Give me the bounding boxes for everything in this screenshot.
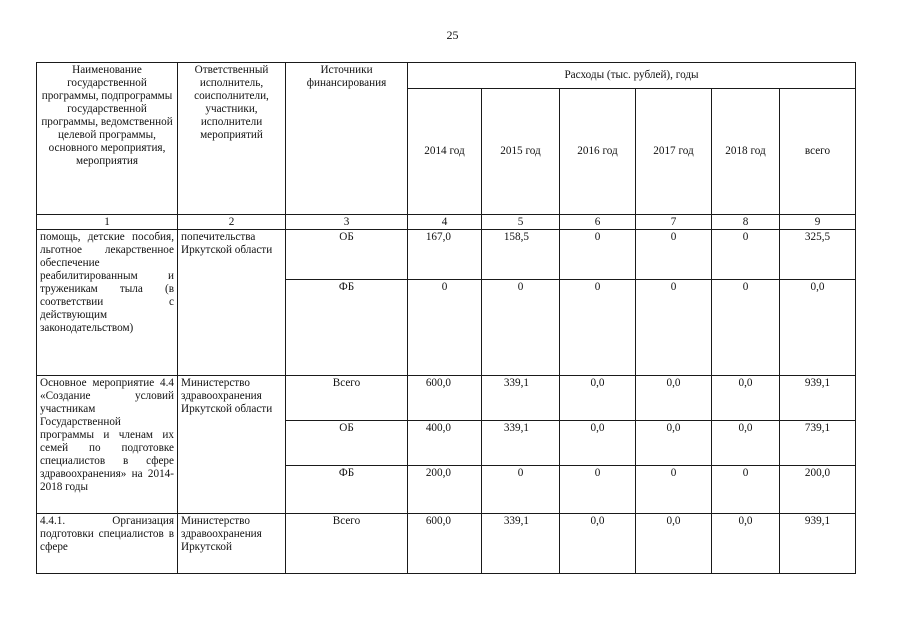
value-cell: 0,0 bbox=[712, 376, 780, 421]
source-cell: ФБ bbox=[286, 280, 408, 376]
value-cell: 0,0 bbox=[560, 421, 636, 466]
value-cell: 0 bbox=[560, 466, 636, 514]
header-row bbox=[37, 63, 856, 89]
value-cell: 200,0 bbox=[408, 466, 482, 514]
value-cell: 339,1 bbox=[482, 421, 560, 466]
value-cell: 0,0 bbox=[636, 376, 712, 421]
column-number: 3 bbox=[286, 215, 408, 230]
value-cell: 0 bbox=[560, 280, 636, 376]
value-cell: 0 bbox=[712, 466, 780, 514]
row-executor: попечительства Иркутской области bbox=[178, 230, 286, 376]
value-cell: 0 bbox=[560, 230, 636, 280]
column-number: 1 bbox=[37, 215, 178, 230]
header-expenses: Расходы (тыс. рублей), годы bbox=[408, 63, 856, 89]
column-number: 5 bbox=[482, 215, 560, 230]
source-cell: ФБ bbox=[286, 466, 408, 514]
value-cell: 0,0 bbox=[636, 421, 712, 466]
row-name: помощь, детские пособия, льготное лекарственное обеспечение реабилитированным и труженикам тыла (в соответствии с действующим законодательством) bbox=[37, 230, 178, 376]
value-cell: 400,0 bbox=[408, 421, 482, 466]
value-cell: 0,0 bbox=[636, 514, 712, 574]
value-cell: 939,1 bbox=[780, 376, 856, 421]
value-cell: 600,0 bbox=[408, 376, 482, 421]
column-number: 9 bbox=[780, 215, 856, 230]
value-cell: 0,0 bbox=[712, 421, 780, 466]
row-name: 4.4.1. Организация подготовки специалистов в сфере bbox=[37, 514, 178, 574]
value-cell: 739,1 bbox=[780, 421, 856, 466]
value-cell: 0 bbox=[712, 230, 780, 280]
value-cell: 0 bbox=[712, 280, 780, 376]
source-cell: ОБ bbox=[286, 421, 408, 466]
column-number: 4 bbox=[408, 215, 482, 230]
row-executor: Министерство здравоохранения Иркутской области bbox=[178, 376, 286, 514]
column-number: 6 bbox=[560, 215, 636, 230]
header-year: 2015 год bbox=[482, 89, 560, 215]
value-cell: 0,0 bbox=[780, 280, 856, 376]
header-year: 2016 год bbox=[560, 89, 636, 215]
table-row bbox=[37, 230, 856, 280]
value-cell: 0 bbox=[636, 466, 712, 514]
header-year: 2014 год bbox=[408, 89, 482, 215]
value-cell: 325,5 bbox=[780, 230, 856, 280]
value-cell: 0 bbox=[482, 280, 560, 376]
header-executor: Ответственный исполнитель, соисполнители, участники, исполнители мероприятий bbox=[178, 63, 286, 215]
value-cell: 167,0 bbox=[408, 230, 482, 280]
value-cell: 339,1 bbox=[482, 376, 560, 421]
value-cell: 0,0 bbox=[712, 514, 780, 574]
value-cell: 0,0 bbox=[560, 514, 636, 574]
value-cell: 0 bbox=[636, 280, 712, 376]
page-number: 25 bbox=[446, 28, 459, 42]
value-cell: 600,0 bbox=[408, 514, 482, 574]
value-cell: 0 bbox=[408, 280, 482, 376]
column-number: 2 bbox=[178, 215, 286, 230]
value-cell: 158,5 bbox=[482, 230, 560, 280]
value-cell: 200,0 bbox=[780, 466, 856, 514]
column-number: 8 bbox=[712, 215, 780, 230]
value-cell: 0,0 bbox=[560, 376, 636, 421]
source-cell: Всего bbox=[286, 376, 408, 421]
row-executor: Министерство здравоохранения Иркутской bbox=[178, 514, 286, 574]
value-cell: 0 bbox=[482, 466, 560, 514]
column-number: 7 bbox=[636, 215, 712, 230]
table-row bbox=[37, 514, 856, 574]
budget-table bbox=[36, 62, 856, 574]
value-cell: 0 bbox=[636, 230, 712, 280]
source-cell: Всего bbox=[286, 514, 408, 574]
row-name: Основное мероприятие 4.4 «Создание условий участникам Государственной программы и членам их семей по подготовке специалистов в сфере здравоохранения» на 2014-2018 годы bbox=[37, 376, 178, 514]
header-year: 2018 год bbox=[712, 89, 780, 215]
header-year: 2017 год bbox=[636, 89, 712, 215]
value-cell: 339,1 bbox=[482, 514, 560, 574]
header-name: Наименование государственной программы, подпрограммы государственной программы, ведомственной целевой программы, основного мероприятия, мероприятия bbox=[37, 63, 178, 215]
value-cell: 939,1 bbox=[780, 514, 856, 574]
table-row bbox=[37, 376, 856, 421]
header-sources: Источники финансирования bbox=[286, 63, 408, 215]
column-number-row bbox=[37, 215, 856, 230]
header-total: всего bbox=[780, 89, 856, 215]
source-cell: ОБ bbox=[286, 230, 408, 280]
